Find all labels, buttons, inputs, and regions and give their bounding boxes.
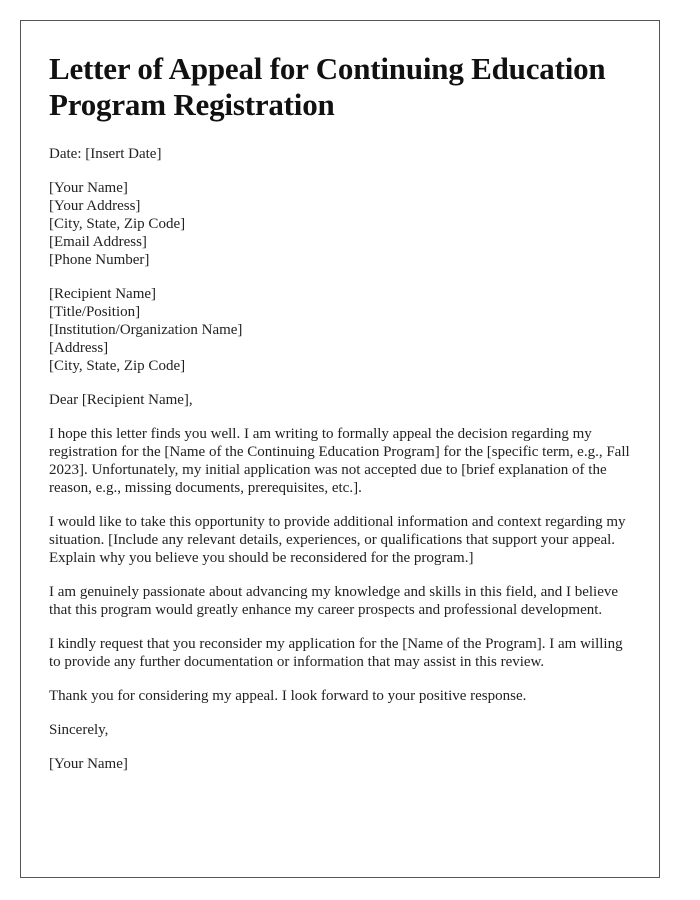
recipient-city-state-zip: [City, State, Zip Code] — [49, 358, 186, 374]
body-paragraph-5: Thank you for considering my appeal. I look forward to your positive response. — [49, 688, 527, 704]
date-block — [49, 145, 631, 163]
sender-name: [Your Name] — [49, 180, 128, 196]
closing: Sincerely, — [49, 722, 109, 738]
recipient-address-block — [49, 285, 631, 375]
sender-email: [Email Address] — [49, 234, 147, 250]
signature: [Your Name] — [49, 756, 128, 772]
body-paragraph-1: I hope this letter finds you well. I am writing to formally appeal the decision regarding my registration for the [Name of the Continuing Education Program] for the [specific term, e.g., Fall 2023]. Unfortunately, my initial application was not accepted due to [brief explanation of the reason, e.g., missing documents, prerequisites, etc.]. — [49, 426, 630, 496]
body-paragraph-3: I am genuinely passionate about advancing my knowledge and skills in this field, and I believe that this program would greatly enhance my career prospects and professional development. — [49, 584, 619, 618]
date-line: Date: [Insert Date] — [49, 146, 162, 162]
body-paragraph-4: I kindly request that you reconsider my application for the [Name of the Program]. I am willing to provide any further documentation or information that may assist in this review. — [49, 636, 623, 670]
sender-phone: [Phone Number] — [49, 252, 150, 268]
sender-address: [Your Address] — [49, 198, 141, 214]
sender-city-state-zip: [City, State, Zip Code] — [49, 216, 186, 232]
sender-address-block — [49, 179, 631, 269]
recipient-name: [Recipient Name] — [49, 286, 157, 302]
recipient-address: [Address] — [49, 340, 109, 356]
body-paragraph-2: I would like to take this opportunity to provide additional information and context regarding my situation. [Include any relevant details, experiences, or qualifications that support your appeal. Explain why you believe you should be reconsidered for the program.] — [49, 514, 626, 566]
recipient-title: [Title/Position] — [49, 304, 141, 320]
recipient-organization: [Institution/Organization Name] — [49, 322, 243, 338]
letter-title: Letter of Appeal for Continuing Education Program Registration — [49, 51, 606, 122]
letter-page — [20, 20, 660, 878]
salutation: Dear [Recipient Name], — [49, 392, 193, 408]
